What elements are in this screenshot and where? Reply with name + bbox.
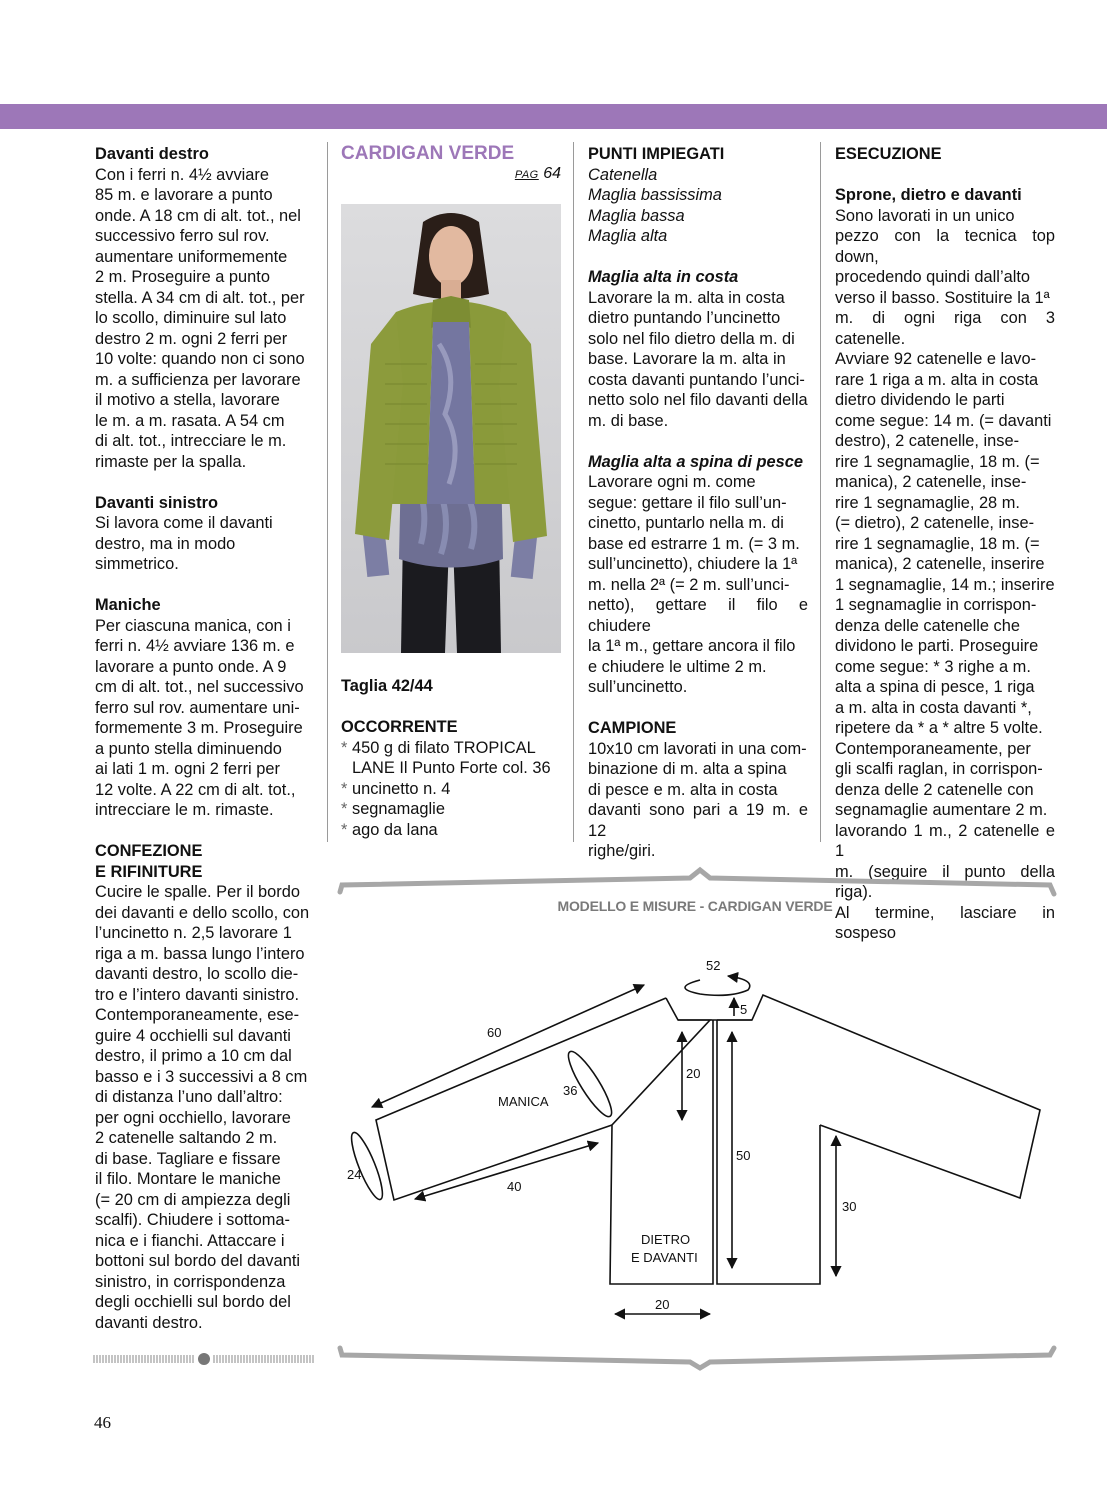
text-line: costa davanti puntando l’unci- [588, 370, 805, 389]
text-line: rare 1 riga a m. alta in costa [835, 370, 1039, 389]
text-line: di base. Tagliare e fissare [95, 1149, 281, 1168]
material-item: * segnamaglie [341, 799, 563, 820]
text-line: Contemporaneamente, ese- [95, 1006, 300, 1024]
text-line: ripetere da * a * altre 5 volte. [835, 719, 1043, 737]
text-line: m. di ogni riga con 3 catenelle. [835, 309, 1055, 348]
side-label: 30 [842, 1199, 857, 1214]
text-line: dividono le parti. Proseguire [835, 637, 1039, 655]
pag-label: PAG [514, 169, 539, 181]
text-line: come segue: * 3 righe a m. [835, 657, 1031, 676]
text-line: ferri n. 4½ avviare 136 m. e [95, 637, 295, 655]
text-line: basso e i 3 successivi a 8 cm [95, 1067, 308, 1086]
text-line: Con i ferri n. 4½ avviare [95, 165, 269, 184]
text-line: Per ciascuna manica, con i [95, 616, 291, 635]
text-line: dietro puntando l’uncinetto [588, 309, 781, 327]
text-line: per ogni occhiello, lavorare [95, 1108, 291, 1127]
text-line: binazione di m. alta a spina [588, 760, 787, 778]
text-line: (= dietro), 2 catenelle, inse- [835, 514, 1035, 532]
text-line: successivo ferro sul rov. [95, 227, 270, 245]
text-line: rire 1 segnamaglie, 28 m. [835, 493, 1020, 512]
text-line: righe/giri. [588, 842, 656, 860]
text-line: segnamaglie aumentare 2 m. [835, 801, 1048, 819]
heading-costa: Maglia alta in costa [588, 268, 739, 286]
text-line: lo scollo, diminuire sul lato [95, 309, 287, 327]
diagram-title: MODELLO E MISURE - CARDIGAN VERDE [557, 898, 833, 914]
text-line: cinetto, puntarlo nella m. di [588, 514, 784, 532]
text-line: di distanza l’uno dall’altro: [95, 1088, 283, 1106]
sleeve-length-label: 40 [507, 1179, 522, 1194]
text-line: intrecciare le m. rimaste. [95, 801, 274, 819]
frame-top-rule [340, 870, 1054, 894]
text-line: pezzo con la tecnica top down, [835, 227, 1055, 266]
cuff-ellipse [346, 1130, 388, 1203]
size: Taglia 42/44 [341, 677, 433, 695]
material-item: LANE Il Punto Forte col. 36 [352, 759, 551, 777]
text-line: bottoni sul bordo del davanti [95, 1252, 301, 1270]
text-line: dei davanti e dello scollo, con [95, 903, 310, 922]
frame-bottom-rule [340, 1348, 1054, 1368]
raglan-label: 60 [487, 1025, 502, 1040]
hem-label: 20 [655, 1297, 670, 1312]
sleeve-top-label: 36 [563, 1083, 578, 1098]
text-line: dietro dividendo le parti [835, 391, 1005, 409]
text-line: manica), 2 catenelle, inserire [835, 555, 1045, 573]
text-line: lavorare a punto onde. A 9 [95, 657, 287, 676]
text-line: Al termine, lasciare in sospeso [835, 903, 1055, 942]
text-line: m. di base. [588, 411, 669, 430]
dietro-label: DIETRO [641, 1232, 691, 1247]
text-line: destro, il primo a 10 cm dal [95, 1047, 292, 1065]
text-line: sull’uncinetto), chiudere la 1ª [588, 555, 798, 573]
decorative-ruler [93, 1353, 315, 1365]
neck-circle-arrow [685, 976, 750, 995]
stitch-item: Maglia alta [588, 227, 668, 245]
text-line: m. nella 2ª (= 2 m. sull’unci- [588, 575, 790, 594]
text-line: onde. A 18 cm di alt. tot., nel [95, 206, 301, 225]
text-line: stella. A 34 cm di alt. tot., per [95, 288, 305, 307]
text-line: segue: gettare il filo sull’un- [588, 493, 787, 512]
pattern-title: CARDIGAN VERDE [341, 143, 515, 164]
text-line: 1 segnamaglie in corrispon- [835, 596, 1037, 614]
text-line: Contemporaneamente, per [835, 739, 1031, 758]
text-line: alta a spina di pesce, 1 riga [835, 678, 1035, 696]
text-line: il motivo a stella, lavorare [95, 391, 280, 409]
text-line: procedendo quindi dall’alto [835, 268, 1031, 286]
text-line: (= 20 cm di ampiezza degli [95, 1190, 291, 1209]
text-line: nica e i fianchi. Attaccare i [95, 1231, 285, 1250]
manica-label: MANICA [498, 1094, 549, 1109]
text-line: solo nel filo dietro della m. di [588, 329, 795, 348]
text-line: guire 4 occhielli sul davanti [95, 1026, 291, 1045]
text-line: Lavorare la m. alta in costa [588, 288, 785, 307]
heading-spina: Maglia alta a spina di pesce [588, 452, 803, 471]
heading-campione: CAMPIONE [588, 719, 677, 737]
text-line: l’uncinetto n. 2,5 lavorare 1 [95, 924, 292, 942]
text-line: manica), 2 catenelle, inse- [835, 473, 1027, 491]
text-line: denza delle 2 catenelle con [835, 780, 1034, 799]
heading-davanti-destro: Davanti destro [95, 145, 209, 163]
material-item: * 450 g di filato TROPICAL [341, 738, 563, 759]
text-line: rire 1 segnamaglie, 18 m. (= [835, 534, 1040, 553]
text-line: il filo. Montare le maniche [95, 1170, 281, 1188]
text-line: destro), 2 catenelle, inse- [835, 432, 1020, 450]
page-number: 46 [94, 1413, 111, 1432]
heading-esecuzione: ESECUZIONE [835, 145, 942, 163]
text-line: di alt. tot., intrecciare le m. [95, 432, 287, 450]
text-line: ferro sul rov. aumentare uni- [95, 698, 300, 717]
text-line: sinistro, in corrispondenza [95, 1272, 286, 1291]
text-line: 85 m. e lavorare a punto [95, 186, 273, 204]
text-line: lavorando 1 m., 2 catenelle e 1 [835, 821, 1055, 860]
text-line: a punto stella diminuendo [95, 739, 282, 758]
text-line: m. (seguire il punto della riga). [835, 862, 1055, 901]
text-line: aumentare uniformemente [95, 247, 288, 266]
text-line: 10x10 cm lavorati in una com- [588, 739, 807, 758]
neck-label: 52 [706, 958, 721, 973]
text-line: davanti destro, lo scollo die- [95, 965, 299, 983]
text-line: scalfi). Chiudere i sottoma- [95, 1211, 290, 1229]
neck-height-label: 5 [740, 1002, 748, 1017]
text-line: 12 volte. A 22 cm di alt. tot., [95, 780, 296, 799]
text-line: davanti destro. [95, 1313, 203, 1332]
heading-davanti-sinistro: Davanti sinistro [95, 493, 218, 512]
heading-occorrente: OCCORRENTE [341, 718, 458, 736]
heading-punti: PUNTI IMPIEGATI [588, 145, 725, 163]
heading-sprone: Sprone, dietro e davanti [835, 186, 1022, 204]
text-line: simmetrico. [95, 555, 179, 573]
davanti-label: E DAVANTI [631, 1250, 698, 1265]
text-line: base ed estrarre 1 m. (= 3 m. [588, 534, 800, 553]
text-line: Sono lavorati in un unico [835, 206, 1015, 225]
text-line: sull’uncinetto. [588, 678, 688, 696]
stitch-item: Catenella [588, 165, 658, 184]
text-line: tro e l’intero davanti sinistro. [95, 985, 300, 1004]
text-line: a m. alta in costa davanti *, [835, 698, 1032, 717]
yoke-label: 20 [686, 1066, 701, 1081]
text-line: Cucire le spalle. Per il bordo [95, 883, 300, 901]
text-line: ai lati 1 m. ogni 2 ferri per [95, 760, 280, 778]
text-line: come segue: 14 m. (= davanti [835, 411, 1052, 430]
heading-rifiniture: E RIFINITURE [95, 862, 203, 881]
text-line: e chiudere le ultime 2 m. [588, 657, 767, 676]
text-line: le m. a m. rasata. A 54 cm [95, 411, 285, 430]
text-line: cm di alt. tot., nel successivo [95, 678, 304, 696]
text-line: riga a m. bassa lungo l’intero [95, 944, 305, 963]
text-line: Si lavora come il davanti [95, 514, 273, 532]
text-line: m. a sufficienza per lavorare [95, 370, 301, 389]
stitch-item: Maglia bassa [588, 206, 685, 225]
text-line: 2 m. Proseguire a punto [95, 268, 270, 286]
text-line: la 1ª m., gettare ancora il filo [588, 637, 796, 655]
text-line: 10 volte: quando non ci sono [95, 350, 305, 368]
stitch-item: Maglia bassissima [588, 186, 722, 204]
text-line: verso il basso. Sostituire la 1ª [835, 288, 1050, 307]
text-line: destro, ma in modo [95, 534, 236, 553]
text-line: di pesce e m. alta in costa [588, 780, 778, 799]
text-line: denza delle catenelle che [835, 616, 1020, 635]
material-item: * ago da lana [341, 820, 563, 841]
cuff-label: 24 [347, 1167, 362, 1182]
text-line: netto solo nel filo davanti della [588, 391, 808, 409]
body-length-label: 50 [736, 1148, 751, 1163]
text-line: rimaste per la spalla. [95, 452, 247, 471]
text-line: rire 1 segnamaglie, 18 m. (= [835, 452, 1040, 471]
text-line: 2 catenelle saltando 2 m. [95, 1129, 278, 1147]
text-line: netto), gettare il filo e chiudere [588, 596, 808, 635]
heading-confezione: CONFEZIONE [95, 842, 203, 860]
text-line: Avviare 92 catenelle e lavo- [835, 350, 1037, 368]
pag-number: 64 [543, 165, 561, 182]
heading-maniche: Maniche [95, 596, 161, 614]
text-line: Lavorare ogni m. come [588, 473, 756, 491]
text-line: 1 segnamaglie, 14 m.; inserire [835, 575, 1055, 594]
text-line: degli occhielli sul bordo del [95, 1293, 291, 1311]
text-line: gli scalfi raglan, in corrispon- [835, 760, 1043, 778]
text-line: destro 2 m. ogni 2 ferri per [95, 329, 288, 348]
text-line: formemente 3 m. Proseguire [95, 719, 303, 737]
material-item: * uncinetto n. 4 [341, 779, 563, 800]
right-yoke-outline [717, 995, 1040, 1198]
text-line: base. Lavorare la m. alta in [588, 350, 786, 368]
text-line: davanti sono pari a 19 m. e 12 [588, 801, 808, 840]
